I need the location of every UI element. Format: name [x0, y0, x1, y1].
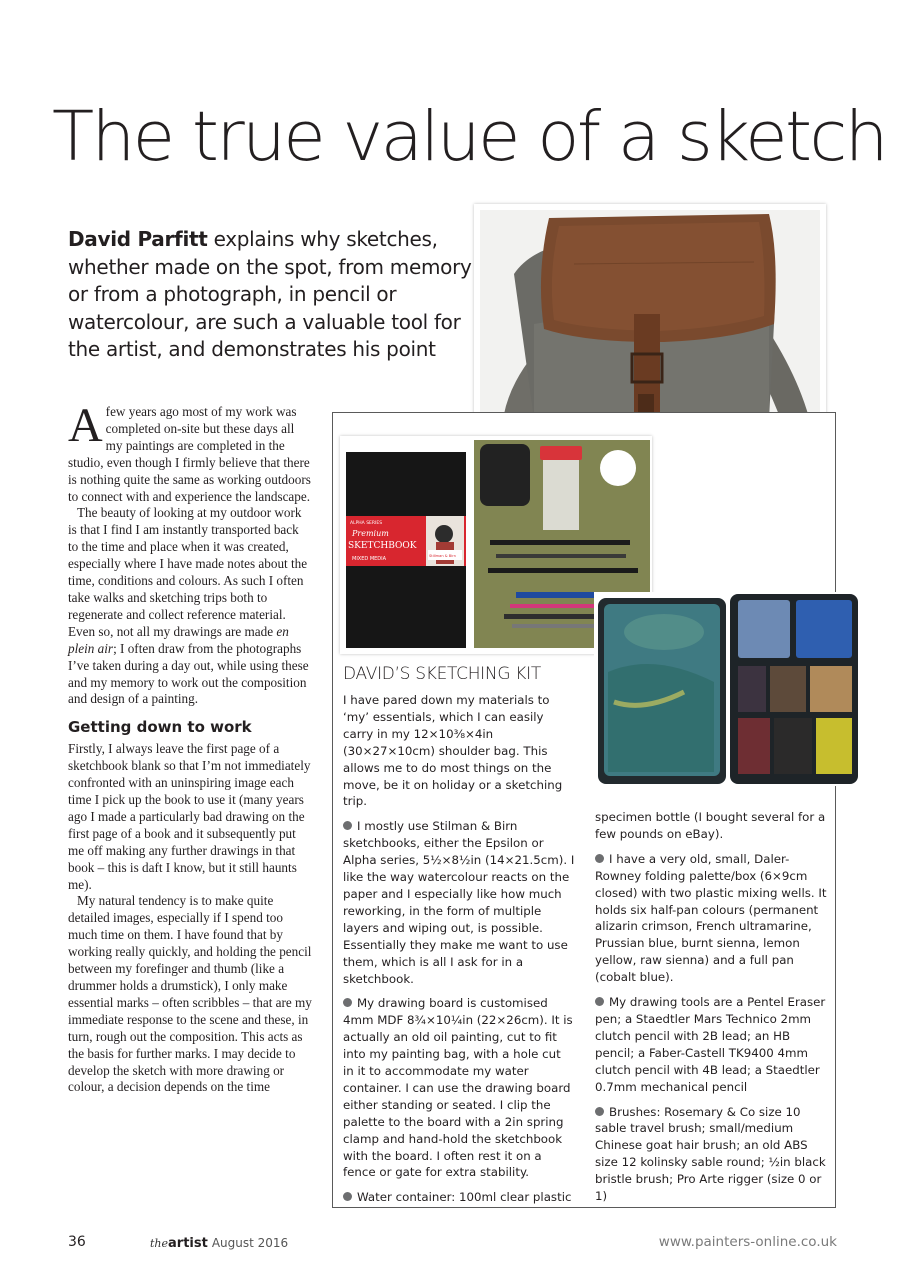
kit-column-right: [595, 809, 833, 1213]
kit-intro: I have pared down my materials to ‘my’ essentials, which I can easily carry in my 12×10⅜×4in (30×27×10cm) shoulder bag. This allows me to do most things on the move, be it on holiday or a sketching trip.: [343, 693, 563, 809]
page-number: 36: [68, 1234, 86, 1250]
subheading: Getting down to work: [68, 718, 252, 737]
kit-item-water-container-text: Water container: 100ml clear plastic: [357, 1190, 572, 1205]
magazine-name: artist: [168, 1236, 208, 1251]
paragraph-2-text-a: The beauty of looking at my outdoor work is that I find I am instantly transported back to the time and place when it was created, especially where I have made notes about the time, conditions and colours. As such I often take walks and sketching trips both to regenerate and collect reference material. Even so, not all my drawings are made: [68, 505, 308, 639]
kit-column-left: [343, 692, 575, 1214]
bullet-icon: [343, 821, 352, 830]
kit-item-water-container: [343, 1189, 575, 1206]
magazine-the: the: [150, 1237, 169, 1250]
kit-item-drawing-tools-text: My drawing tools are a Pentel Eraser pen; a Staedtler Mars Technico 2mm clutch pencil with 2B lead; an HB pencil; a Faber-Castell TK9400 4mm clutch pencil with 4B lead; a Staedtler 0.7mm mechanical pencil: [595, 995, 826, 1094]
body-column: [68, 399, 312, 1096]
drop-cap: A: [68, 399, 103, 452]
bullet-icon: [595, 854, 604, 863]
kit-heading: DAVID’S SKETCHING KIT: [343, 664, 541, 684]
kit-item-palette: [595, 851, 833, 986]
kit-item-sketchbooks-text: I mostly use Stilman & Birn sketchbooks, either the Epsilon or Alpha series, 5½×8½in (14×21.5cm). I like the way watercolour reacts on the paper and I especially like how much reworking, in the form of multiple layers and wiping out, is possible. Essentially they make me want to use them, which is all I ask for in a sketchbook.: [343, 819, 575, 986]
paragraph-2-text-b: ; I often draw from the photographs I’ve taken during a day out, while using these and my memory to work out the composition and design of a painting.: [68, 640, 309, 707]
sketchbook-series-text: ALPHA SERIES: [350, 521, 383, 526]
watercolour-palette-image: [594, 592, 864, 786]
paragraph-3: Firstly, I always leave the first page of a sketchbook blank so that I’m not immediately confronted with an uninspiring image each time I pick up the book to use it (many years ago I made a particularly bad drawing on the first page of a book and it subsequently put me off making any further drawings in that book – this is daft I know, but it still haunts me).: [68, 741, 311, 892]
issue-date: August 2016: [211, 1236, 289, 1250]
bullet-icon: [595, 997, 604, 1006]
standfirst: [68, 226, 478, 364]
kit-item-drawing-board-text: My drawing board is customised 4mm MDF 8¾×10¼in (22×26cm). It is actually an old oil painting, cut to fit into my painting bag, with a hole cut in it to accommodate my water container. I can use the drawing board either standing or seated. I clip the palette to the board with a 2in spring clamp and hand-hold the sketchbook with the board. I often rest it on a fence or gate for extra stability.: [343, 996, 573, 1180]
website-url: www.painters-online.co.uk: [658, 1234, 837, 1250]
bullet-icon: [343, 998, 352, 1007]
article-title: The true value of a sketch: [52, 97, 886, 177]
standfirst-text: explains why sketches, whether made on the spot, from memory or from a photograph, in pencil or watercolour, are such a valuable tool for the artist, and demonstrates his point: [68, 227, 472, 361]
sketchbook-premium-text: Premium: [352, 529, 389, 538]
watercolour-palette-photo: [594, 592, 864, 786]
kit-item-drawing-tools: [595, 994, 833, 1095]
paragraph-4: My natural tendency is to make quite detailed images, especially if I spend too much time on them. I have found that by working really quickly, and holding the pencil between my forefinger and thumb (like a drummer holds a drumstick), I only make essential marks – often scribbles – that are my immediate response to the scene and these, in turn, rough out the composition. This acts as the basis for further marks. I may decide to develop the sketch with more drawing or colour, a decision depends on the time: [68, 893, 312, 1095]
kit-item-brushes-text: Brushes: Rosemary & Co size 10 sable travel brush; small/medium Chinese goat hair brush; an old ABS size 12 kolinsky sable round; ½in black bristle brush; Pro Arte rigger (size 0 or 1): [595, 1104, 826, 1204]
author-name: David Parfitt: [68, 227, 208, 251]
sketchbook-media-text: MIXED MEDIA: [352, 556, 387, 562]
kit-item-brushes: [595, 1104, 833, 1205]
bullet-icon: [343, 1192, 352, 1201]
kit-item-sketchbooks: [343, 818, 575, 987]
paragraph-1: [68, 399, 312, 505]
bullet-icon: [595, 1107, 604, 1116]
paragraph-1-text: few years ago most of my work was completed on-site but these days all my paintings are completed in the studio, even though I firmly believe that there is nothing quite the same as working outdoors to connect with and experience the landscape.: [68, 404, 311, 504]
sketchbook-title-text: SKETCHBOOK: [348, 541, 417, 551]
paragraph-2-emphasis: en plein air: [68, 623, 289, 656]
sketchbook-brand-text: Stillman & Birn: [429, 554, 456, 558]
kit-item-palette-text: I have a very old, small, Daler-Rowney folding palette/box (6×9cm closed) with two plastic mixing wells. It holds six half-pan colours (permanent alizarin crimson, French ultramarine, Prussian blue, burnt sienna, lemon yellow, raw sienna) and a full pan (cobalt blue).: [595, 851, 827, 985]
kit-item-water-container-cont: specimen bottle (I bought several for a few pounds on eBay).: [595, 810, 826, 841]
magazine-masthead: [150, 1236, 288, 1251]
paragraph-2: [68, 505, 312, 708]
kit-item-drawing-board: [343, 995, 575, 1181]
